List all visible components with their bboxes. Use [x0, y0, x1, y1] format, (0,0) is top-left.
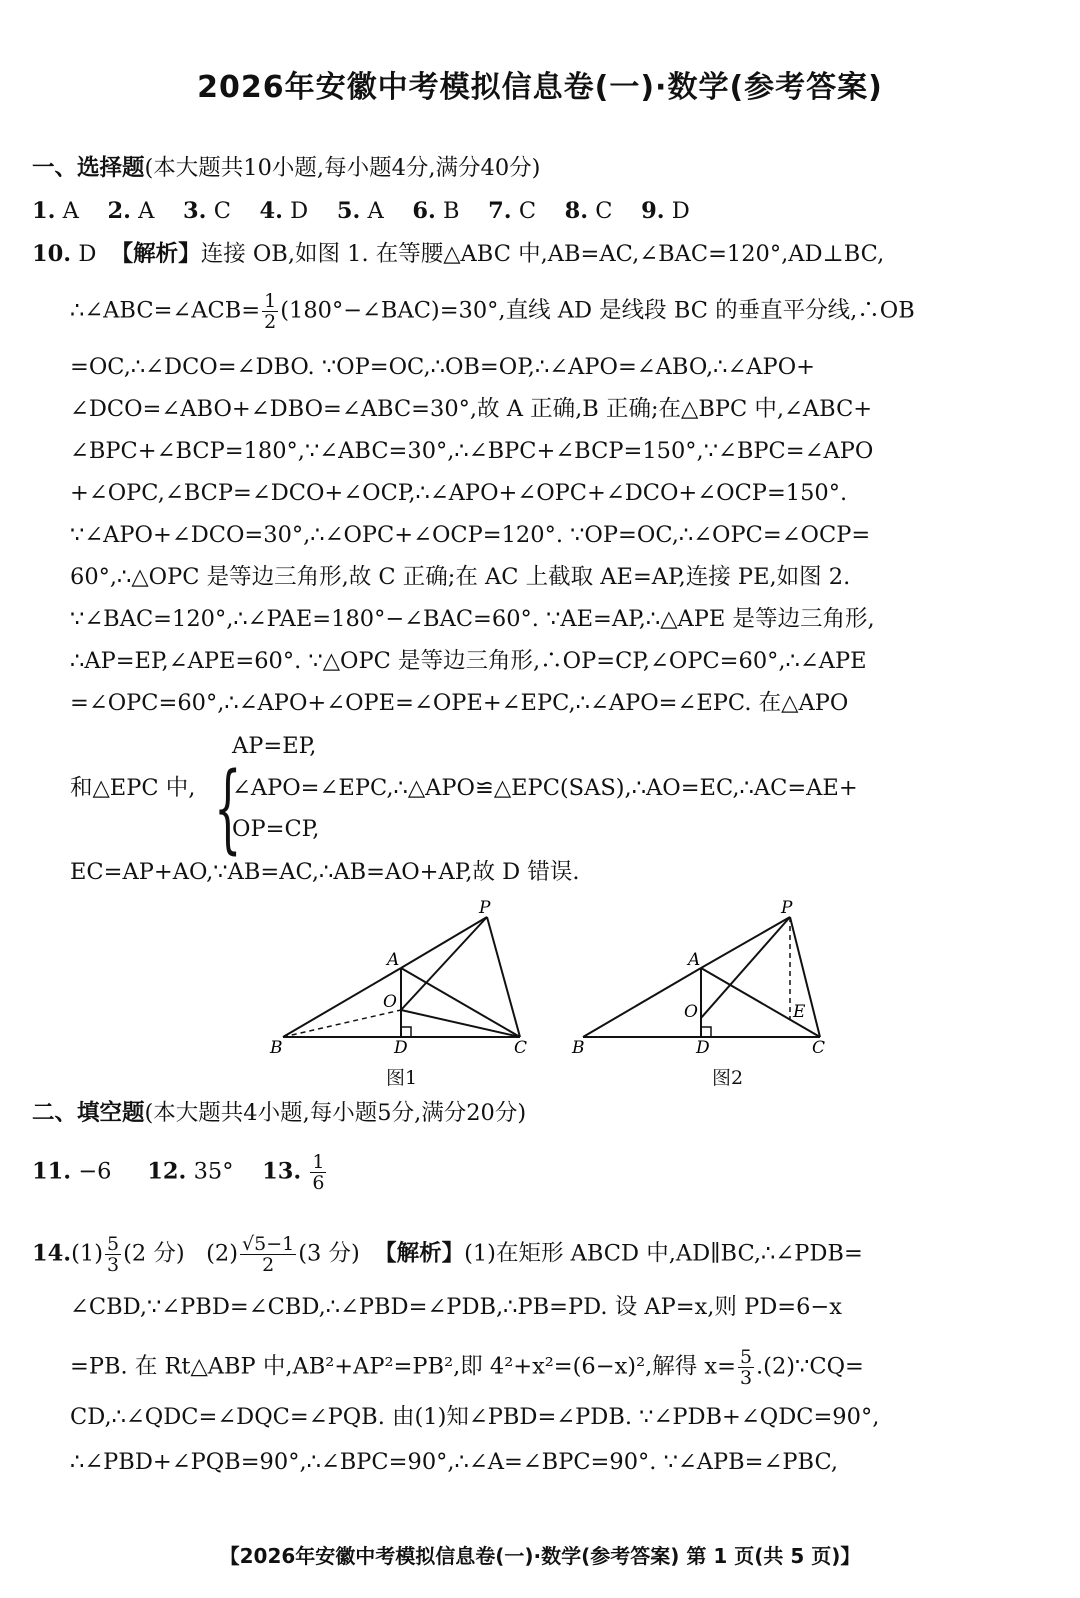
q14-line-5: ∴∠PBD+∠PQB=90°,∴∠BPC=90°,∴∠A=∠BPC=90°. ∵∠APB=∠PBC, [70, 1449, 839, 1475]
geometry-figures [0, 895, 1080, 1095]
answer-item: 7. C [488, 198, 537, 224]
answer-item: 9. D [641, 198, 690, 224]
figure-1 [269, 898, 527, 1058]
label-P: P [781, 898, 793, 918]
figure-1-caption: 图1 [386, 1067, 418, 1089]
q10-line-9: ∵∠BAC=120°,∴∠PAE=180°−∠BAC=60°. ∵AE=AP,∴△APE 是等边三角形, [70, 606, 875, 632]
q10-line-8: 60°,∴△OPC 是等边三角形,故 C 正确;在 AC 上截取 AE=AP,连接 PE,如图 2. [70, 564, 851, 590]
section2-header [32, 1098, 526, 1128]
segment-PC [487, 917, 520, 1037]
system-brace: { [214, 752, 242, 864]
q10-line-13: EC=AP+AO,∵AB=AC,∴AB=AO+AP,故 D 错误. [70, 859, 580, 885]
fraction-half: $\frac{1}{2}$ [264, 290, 277, 333]
q10-line-1: 10. D 【解析】连接 OB,如图 1. 在等腰△ABC 中,AB=AC,∠BAC=120°,AD⊥BC, [32, 241, 885, 267]
section1-header [32, 153, 540, 183]
label-P: P [479, 898, 491, 918]
figure-2-caption: 图2 [712, 1067, 744, 1089]
segment-PO [401, 917, 487, 1010]
q10-line-10: ∴AP=EP,∠APE=60°. ∵△OPC 是等边三角形,∴OP=CP,∠OPC=60°,∴∠APE [70, 648, 867, 674]
q14-line-3: =PB. 在 Rt△ABP 中,AB²+AP²=PB²,即 4²+x²=(6−x)²,解得 x= $\frac{5}{3}$ .(2)∵CQ= [70, 1346, 864, 1389]
label-B: B [572, 1038, 585, 1058]
system-line-3: OP=CP, [232, 816, 320, 842]
label-B: B [270, 1038, 283, 1058]
system-line-1: AP=EP, [232, 733, 317, 759]
q10-line-7: ∵∠APO+∠DCO=30°,∴∠OPC+∠OCP=120°. ∵OP=OC,∴∠OPC=∠OCP= [70, 522, 871, 548]
section1-note: (本大题共10小题,每小题4分,满分40分) [144, 155, 541, 181]
right-angle-mark [701, 1027, 711, 1037]
q10-line-3: =OC,∴∠DCO=∠DBO. ∵OP=OC,∴OB=OP,∴∠APO=∠ABO,∴∠APO+ [70, 354, 815, 380]
answers-11-13: 11. −6 12. 35° 13. $\frac{1}{6}$ [32, 1151, 325, 1194]
q14-line-4: CD,∴∠QDC=∠DQC=∠PQB. 由(1)知∠PBD=∠PDB. ∵∠PDB+∠QDC=90°, [70, 1404, 880, 1430]
q14-line-1: 14.(1) $\frac{5}{3}$ (2 分) (2) $\frac{√5-1}{2}$ (3 分) 【解析】(1)在矩形 ABCD 中,AD∥BC,∴∠PDB= [32, 1233, 863, 1276]
q10-line-4: ∠DCO=∠ABO+∠DBO=∠ABC=30°,故 A 正确,B 正确;在△BPC 中,∠ABC+ [70, 396, 873, 422]
segment-OC [401, 1010, 520, 1037]
page-title: 2026年安徽中考模拟信息卷(一)·数学(参考答案) [197, 70, 883, 105]
answer-item: 6. B [412, 198, 460, 224]
section2-note: (本大题共4小题,每小题5分,满分20分) [144, 1100, 527, 1126]
section1-heading: 一、选择题 [32, 155, 145, 181]
segment-PO [701, 917, 790, 1018]
answer-item: 8. C [564, 198, 613, 224]
answer-item: 5. A [336, 198, 384, 224]
q10-line-6: +∠OPC,∠BCP=∠DCO+∠OCP,∴∠APO+∠OPC+∠DCO+∠OCP=150°. [70, 480, 848, 506]
label-E: E [793, 1002, 806, 1022]
q10-line-5: ∠BPC+∠BCP=180°,∵∠ABC=30°,∴∠BPC+∠BCP=150°,∵∠BPC=∠APO [70, 438, 874, 464]
segment-AP [401, 917, 487, 968]
q10-line-12: 和△EPC 中, [70, 775, 196, 801]
fraction-one-sixth: $\frac{1}{6}$ [312, 1151, 325, 1194]
label-A: A [688, 950, 701, 970]
q10-line-2: ∴∠ABC=∠ACB= $\frac{1}{2}$ (180°−∠BAC)=30°,直线 AD 是线段 BC 的垂直平分线,∴OB [70, 290, 915, 333]
label-C: C [514, 1038, 528, 1058]
label-O: O [383, 992, 397, 1012]
label-A: A [387, 950, 400, 970]
answer-item: 3. C [183, 198, 231, 224]
q10-line-11: =∠OPC=60°,∴∠APO+∠OPE=∠OPE+∠EPC,∴∠APO=∠EPC. 在△APO [70, 690, 849, 716]
label-D: D [696, 1038, 710, 1058]
figure-2 [571, 898, 825, 1058]
system-line-2: ∠APO=∠EPC,∴△APO≌△EPC(SAS),∴AO=EC,∴AC=AE+ [232, 775, 858, 801]
q14-line-2: ∠CBD,∵∠PBD=∠CBD,∴∠PBD=∠PDB,∴PB=PD. 设 AP=x,则 PD=6−x [70, 1294, 842, 1320]
answer-item: 1. A [32, 198, 79, 224]
segment-OB-dashed [283, 1010, 401, 1037]
segment-AP [701, 917, 790, 968]
segment-AC [401, 968, 520, 1037]
label-C: C [812, 1038, 826, 1058]
answer-item: 4. D [259, 198, 309, 224]
section2-heading: 二、填空题 [32, 1100, 145, 1126]
label-D: D [394, 1038, 408, 1058]
page-footer: 【2026年安徽中考模拟信息卷(一)·数学(参考答案) 第 1 页(共 5 页)】 [219, 1544, 861, 1568]
answer-item: 2. A [107, 198, 155, 224]
right-angle-mark [401, 1027, 411, 1037]
label-O: O [684, 1002, 698, 1022]
answer-row [32, 196, 690, 226]
